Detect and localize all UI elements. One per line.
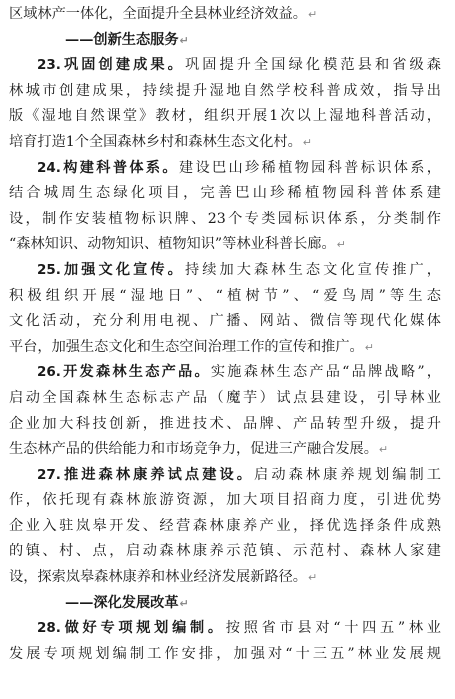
item-text: 持续加大森林生态文化宣传推广， <box>184 261 441 278</box>
paragraph-last-line <box>9 2 441 28</box>
paragraph-line <box>9 284 441 310</box>
paragraph-line <box>9 514 441 540</box>
item-title: 加强文化宣传。 <box>60 261 185 278</box>
line-text: 培育打造1个全国森林乡村和森林生态文化村。 <box>9 133 302 150</box>
paragraph-mark: ↵ <box>179 33 189 47</box>
paragraph-mark: ↵ <box>336 238 346 252</box>
paragraph-line <box>9 386 441 412</box>
item-title: 推进森林康养试点建设。 <box>60 466 255 483</box>
paragraph-mark: ↵ <box>378 443 389 457</box>
item-title: 巩固创建成果。 <box>60 57 185 74</box>
line-text: “森林知识、动物知识、植物知识”等林业科普长廊。 <box>9 236 336 253</box>
line-text: 的镇、村、点，启动森林康养示范镇、示范村、森林人家建 <box>9 543 441 560</box>
paragraph-mark: ↵ <box>307 571 318 585</box>
paragraph-line <box>9 181 441 207</box>
section-heading-text: ——深化发展改革 <box>65 594 179 611</box>
paragraph-last-line <box>9 437 441 463</box>
line-text: 设，探索岚皋森林康养和林业经济发展新路径。 <box>9 569 307 586</box>
line-text: 企业加大科技创新，推进技术、品牌、产品转型升级，提升 <box>9 415 441 432</box>
item-text: 巩固提升全国绿化模范县和省级森 <box>184 57 441 74</box>
line-text: 文化活动，充分利用电视、广播、网站、微信等现代化媒体 <box>9 313 441 330</box>
item-text: 建设巴山珍稀植物园科普标识体系， <box>178 159 441 176</box>
paragraph-last-line <box>9 130 441 156</box>
item-number: 24. <box>37 159 61 176</box>
paragraph-line <box>9 104 441 130</box>
paragraph-line <box>9 207 441 233</box>
line-text: 平台，加强生态文化和生态空间治理工作的宣传和推广。 <box>9 338 364 355</box>
line-text: 作，依托现有森林旅游资源，加大项目招商力度，引进优势 <box>9 492 441 509</box>
item-number: 23. <box>37 57 61 74</box>
paragraph-line <box>9 642 441 668</box>
paragraph-mark: ↵ <box>307 8 318 21</box>
line-text: 启动全国森林生态标志产品（魔芋）试点县建设，引导林业 <box>9 389 441 406</box>
paragraph-last-line <box>9 565 441 591</box>
item-first-line <box>9 53 441 79</box>
section-heading <box>9 591 441 617</box>
item-first-line <box>9 616 441 642</box>
item-first-line <box>9 360 441 386</box>
item-text: 按照省市县对“十四五”林业 <box>225 620 441 637</box>
paragraph-last-line <box>9 335 441 361</box>
item-number: 28. <box>37 620 61 637</box>
paragraph-mark: ↵ <box>364 340 374 354</box>
paragraph-line <box>9 539 441 565</box>
section-heading-text: ——创新生态服务 <box>65 31 179 48</box>
line-text: 生态林产品的供给能力和市场竞争力，促进三产融合发展。 <box>9 441 378 458</box>
item-text: 实施森林生态产品“品牌战略”， <box>210 364 441 381</box>
paragraph-mark: ↵ <box>179 596 189 610</box>
item-number: 27. <box>37 466 61 483</box>
paragraph-line <box>9 412 441 438</box>
paragraph-mark: ↵ <box>302 135 312 149</box>
paragraph-last-line <box>9 232 441 258</box>
item-number: 25. <box>37 261 61 278</box>
item-first-line <box>9 258 441 284</box>
line-text: 结合城周生态绿化项目，完善巴山珍稀植物园科普体系建 <box>9 185 441 202</box>
item-title: 做好专项规划编制。 <box>60 620 226 637</box>
item-text: 启动森林康养规划编制工 <box>254 466 441 483</box>
item-title: 开发森林生态产品。 <box>60 364 211 381</box>
item-number: 26. <box>37 364 61 381</box>
line-text: 区域林产一体化，全面提升全县林业经济效益。 <box>9 6 307 22</box>
section-heading <box>9 28 441 54</box>
paragraph-line <box>9 79 441 105</box>
item-title: 构建科普体系。 <box>60 159 179 176</box>
line-text: 设，制作安装植物标识牌、23个专类园标识体系，分类制作 <box>9 210 441 227</box>
paragraph-line <box>9 488 441 514</box>
line-text: 积极组织开展“湿地日”、“植树节”、“爱鸟周”等生态 <box>9 287 441 304</box>
line-text: 版《湿地自然课堂》教材，组织开展1次以上湿地科普活动， <box>9 108 441 125</box>
item-first-line <box>9 156 441 182</box>
line-text: 企业入驻岚皋开发、经营森林康养产业，择优选择条件成熟 <box>9 517 441 534</box>
item-first-line <box>9 463 441 489</box>
paragraph-line <box>9 309 441 335</box>
line-text: 发展专项规划编制工作安排，加强对“十三五”林业发展规 <box>9 645 441 662</box>
line-text: 林城市创建成果，持续提升湿地自然学校科普成效，指导出 <box>9 82 441 99</box>
